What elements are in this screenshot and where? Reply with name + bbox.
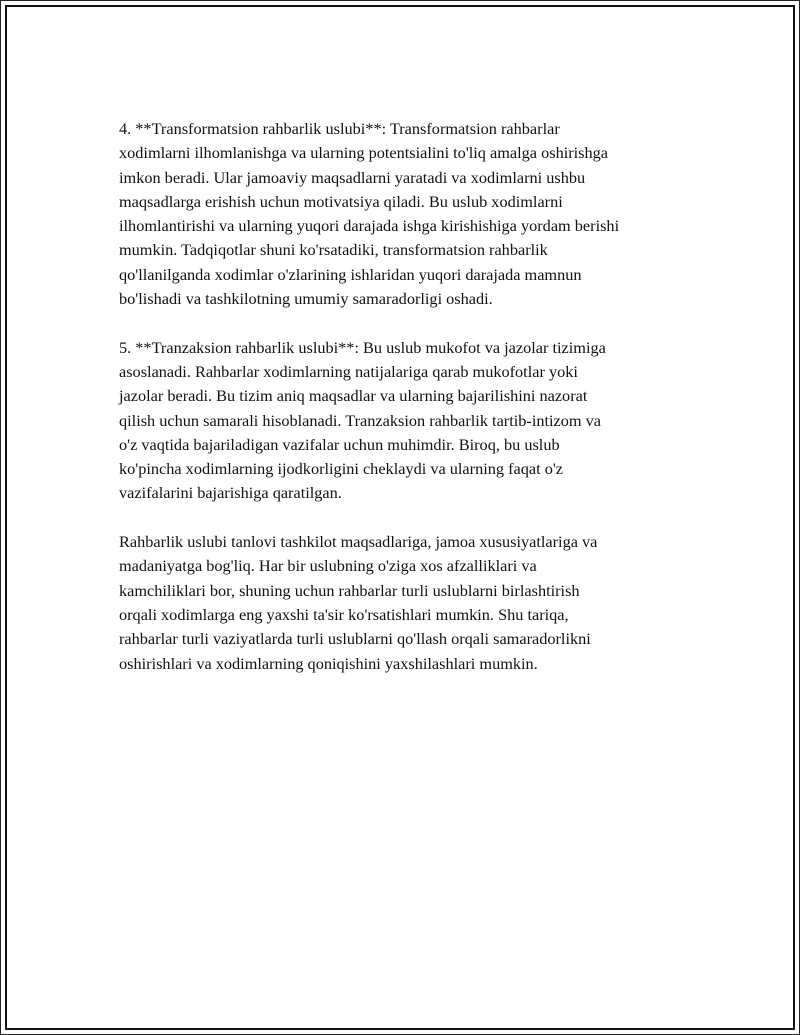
text-line: 5. **Tranzaksion rahbarlik uslubi**: Bu uslub mukofot va jazolar tizimiga	[119, 337, 606, 357]
text-line: rahbarlar turli vaziyatlarda turli uslublarni qo'llash orqali samaradorlikni	[119, 629, 591, 649]
text-line: Rahbarlik uslubi tanlovi tashkilot maqsadlariga, jamoa xususiyatlariga va	[119, 532, 598, 552]
text-line: orqali xodimlarga eng yaxshi ta'sir ko'rsatishlari mumkin. Shu tariqa,	[119, 604, 569, 624]
text-line: vazifalarini bajarishiga qaratilgan.	[119, 483, 342, 503]
text-line: imkon beradi. Ular jamoaviy maqsadlarni yaratadi va xodimlarni ushbu	[119, 167, 586, 187]
paragraph-conclusion	[119, 530, 699, 676]
text-line: o'z vaqtida bajariladigan vazifalar uchun muhimdir. Biroq, bu uslub	[119, 434, 560, 454]
text-line: kamchiliklari bor, shuning uchun rahbarlar turli uslublarni birlashtirish	[119, 580, 580, 600]
document-body	[119, 117, 699, 676]
text-line: oshirishlari va xodimlarning qoniqishini yaxshilashlari mumkin.	[119, 653, 538, 673]
text-line: asoslanadi. Rahbarlar xodimlarning natijalariga qarab mukofotlar yoki	[119, 361, 578, 381]
text-line: qo'llanilganda xodimlar o'zlarining ishlaridan yuqori darajada mamnun	[119, 264, 582, 284]
text-line: ilhomlantirishi va ularning yuqori darajada ishga kirishishiga yordam berishi	[119, 216, 620, 236]
text-line: madaniyatga bog'liq. Har bir uslubning o'ziga xos afzalliklari va	[119, 556, 537, 576]
text-line: mumkin. Tadqiqotlar shuni ko'rsatadiki, transformatsion rahbarlik	[119, 240, 548, 260]
text-line: xodimlarni ilhomlanishga va ularning potentsialini to'liq amalga oshirishga	[119, 143, 609, 163]
text-line: qilish uchun samarali hisoblanadi. Tranzaksion rahbarlik tartib-intizom va	[119, 410, 602, 430]
paragraph-transformational-leadership	[119, 117, 699, 311]
text-line: jazolar beradi. Bu tizim aniq maqsadlar va ularning bajarilishini nazorat	[119, 386, 588, 406]
text-line: 4. **Transformatsion rahbarlik uslubi**: Transformatsion rahbarlar	[119, 119, 560, 138]
text-line: bo'lishadi va tashkilotning umumiy samaradorligi oshadi.	[119, 289, 493, 309]
paragraph-transactional-leadership	[119, 336, 699, 506]
text-line: maqsadlarga erishish uchun motivatsiya qiladi. Bu uslub xodimlarni	[119, 191, 563, 211]
text-line: ko'pincha xodimlarning ijodkorligini cheklaydi va ularning faqat o'z	[119, 459, 563, 479]
